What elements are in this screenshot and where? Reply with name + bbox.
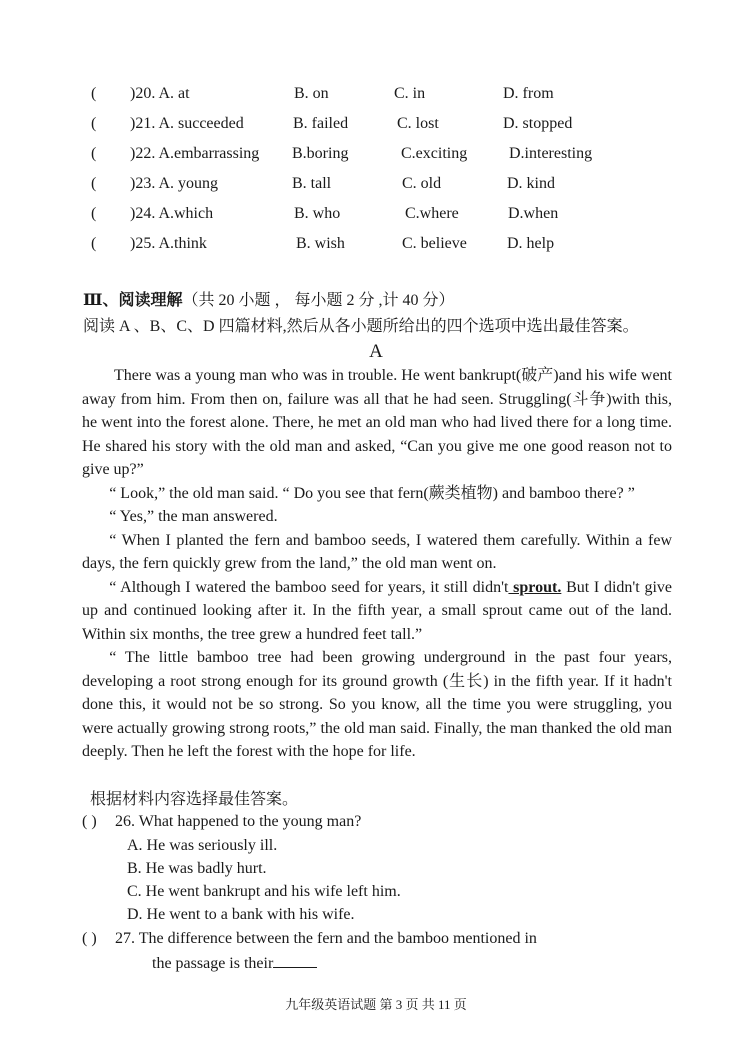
fill-blank — [273, 951, 317, 968]
choice-c: C. He went bankrupt and his wife left him. — [127, 883, 401, 900]
passage-paragraph: “ The little bamboo tree had been growing underground in the past four years, developing a root strong enough for its ground growth (生长) in the fifth year. If it hadn't done this, it would not be so strong. So you know, all the time you were struggling, you were actually growing strong roots,” the old man said. Finally, the man thanked the old man deeply. Then he left the forest with the hope for life. — [82, 649, 672, 760]
option-c: C. in — [394, 85, 426, 102]
option-a: )20. A. at — [130, 85, 190, 102]
option-b: B. who — [294, 205, 341, 222]
option-d: D. stopped — [503, 115, 573, 132]
passage-paragraph: “ Look,” the old man said. “ Do you see that fern(蕨类植物) and bamboo there? ” — [109, 484, 635, 502]
passage-a — [82, 364, 672, 764]
passage-text: But I didn't give up and continued looking after it. In the fifth year, a small sprout came out of the land. Within six months, the tree grew a hundred feet tall.” — [82, 578, 673, 643]
question-27-continued — [152, 951, 317, 976]
underlined-word: sprout. — [508, 578, 562, 596]
option-a: )23. A. young — [130, 175, 218, 192]
passage-paragraph: There was a young man who was in trouble. He went bankrupt(破产)and his wife went away from him. From then on, failure was all that he had seen. Struggling(斗争)with this, he went into the forest alone. There, he met an old man who had lived there for a long time. He shared his story with the old man and asked, “Can you give me one good reason not to give up?” — [82, 367, 672, 478]
question-text: 26. What happened to the young man? — [115, 813, 362, 830]
option-b: B. on — [294, 85, 329, 102]
answer-paren: ( — [91, 235, 97, 252]
option-d: D. kind — [507, 175, 555, 192]
section-heading: Ⅲ、阅读理解 — [83, 292, 183, 309]
choice-d: D. He went to a bank with his wife. — [127, 906, 355, 923]
passage-text: “ Although I watered the bamboo seed for years, it still didn't — [109, 578, 509, 596]
option-a: )22. A.embarrassing — [130, 145, 260, 162]
passage-paragraph: “ Yes,” the man answered. — [109, 508, 278, 525]
option-d: D.when — [508, 205, 559, 222]
option-c: C.where — [405, 205, 459, 222]
section-title — [83, 290, 455, 312]
section-score: （共 20 小题 ， 每小题 2 分 ,计 40 分） — [182, 292, 455, 309]
page-footer: 九年级英语试题 第 3 页 共 11 页 — [285, 997, 467, 1012]
question-instruction: 根据材料内容选择最佳答案。 — [90, 791, 299, 808]
option-a: )24. A.which — [130, 205, 214, 222]
question-text: 27. The difference between the fern and the bamboo mentioned in — [115, 930, 537, 947]
option-b: B. wish — [296, 235, 345, 252]
question-text: the passage is their — [152, 955, 274, 972]
option-d: D. from — [503, 85, 554, 102]
answer-paren: ( — [91, 205, 97, 222]
option-b: B.boring — [292, 145, 349, 162]
choice-b: B. He was badly hurt. — [127, 860, 267, 877]
option-c: C.exciting — [401, 145, 468, 162]
passage-paragraph: “ When I planted the fern and bamboo seeds, I watered them carefully. Within a few days, the fern quickly grew from the land,” the old man went on. — [82, 531, 672, 572]
answer-paren: ( — [91, 175, 97, 192]
passage-paragraph — [82, 576, 672, 647]
option-b: B. tall — [292, 175, 332, 192]
answer-blank: ( ) — [82, 930, 97, 947]
answer-paren: ( — [91, 145, 97, 162]
option-a: )25. A.think — [130, 235, 207, 252]
choice-a: A. He was seriously ill. — [127, 837, 278, 854]
passage-label: A — [369, 341, 383, 362]
option-c: C. believe — [402, 235, 467, 252]
option-a: )21. A. succeeded — [130, 115, 244, 132]
option-c: C. old — [402, 175, 442, 192]
section-instruction: 阅读 A 、B、C、D 四篇材料,然后从各小题所给出的四个选项中选出最佳答案。 — [83, 318, 639, 335]
option-d: D. help — [507, 235, 555, 252]
answer-blank: ( ) — [82, 813, 97, 830]
option-c: C. lost — [397, 115, 439, 132]
answer-paren: ( — [91, 115, 97, 132]
option-d: D.interesting — [509, 145, 593, 162]
answer-paren: ( — [91, 85, 97, 102]
option-b: B. failed — [293, 115, 349, 132]
